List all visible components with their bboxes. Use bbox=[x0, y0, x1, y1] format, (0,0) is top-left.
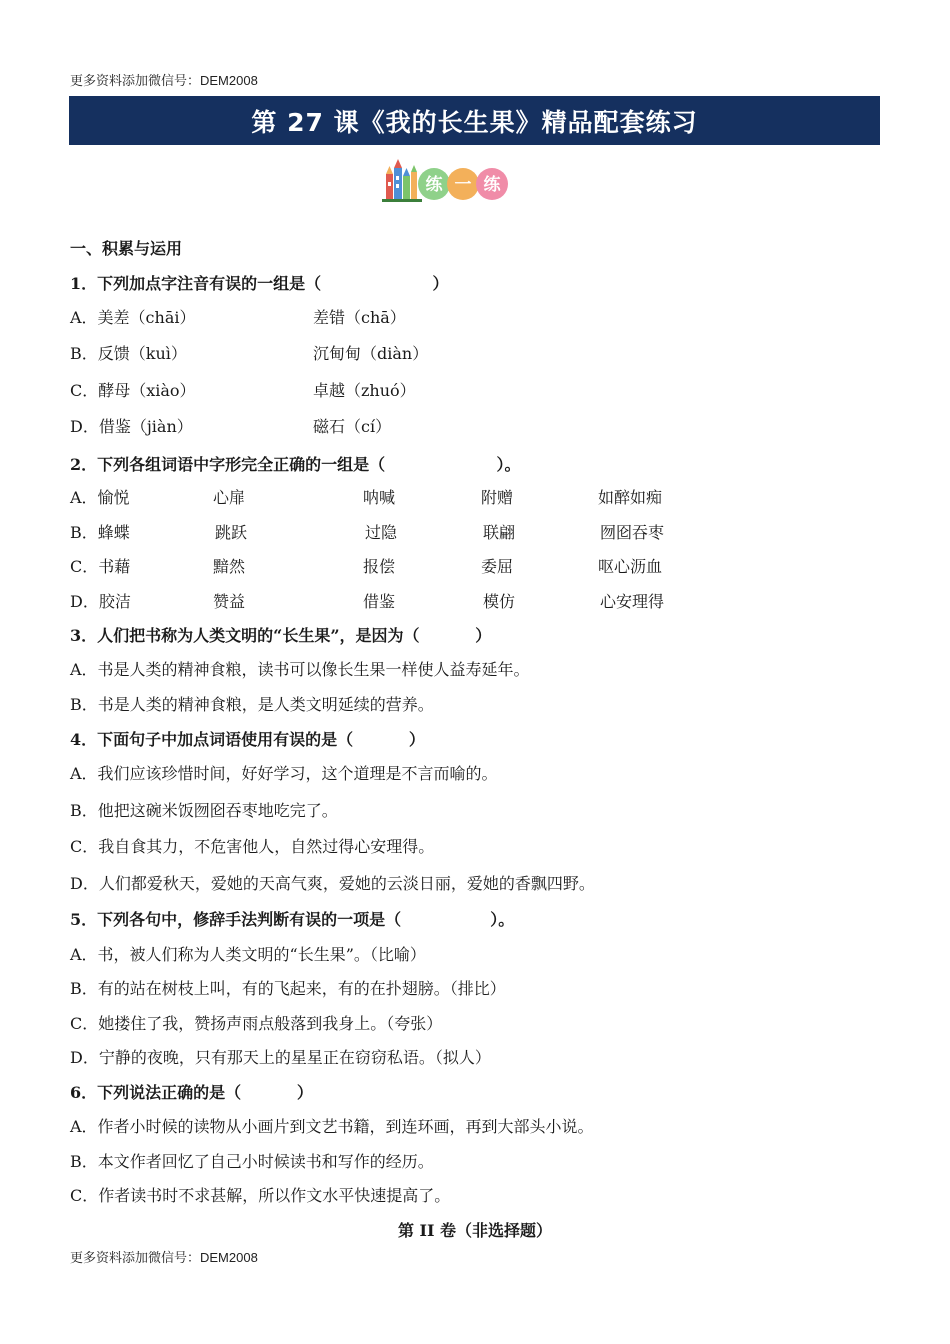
question-4-option-a: A．我们应该珍惜时间，好好学习，这个道理是不言而喻的。 bbox=[70, 764, 498, 783]
question-4-option-b: B．他把这碗米饭囫囵吞枣地吃完了。 bbox=[70, 801, 338, 820]
question-6-option-a: A．作者小时候的读物从小画片到文艺书籍，到连环画，再到大部头小说。 bbox=[70, 1117, 594, 1136]
question-3-option-b: B．书是人类的精神食粮，是人类文明延续的营养。 bbox=[70, 695, 434, 714]
question-1-option-b: B．反馈（kuì） 沉甸甸（diàn） bbox=[70, 344, 429, 363]
question-5-option-c: C．她搂住了我，赞扬声雨点般落到我身上。（夸张） bbox=[70, 1014, 443, 1033]
question-1-option-a: A．美差（chāi） 差错（chā） bbox=[70, 308, 406, 327]
question-4-stem: 4．下面句子中加点词语使用有误的是（ ） bbox=[70, 730, 425, 749]
question-5-option-d: D．宁静的夜晚，只有那天上的星星正在窃窃私语。（拟人） bbox=[70, 1048, 491, 1067]
question-5-option-a: A．书，被人们称为人类文明的“长生果”。（比喻） bbox=[70, 945, 426, 964]
question-2-stem: 2．下列各组词语中字形完全正确的一组是（ ）。 bbox=[70, 455, 521, 474]
question-6-option-b: B．本文作者回忆了自己小时候读书和写作的经历。 bbox=[70, 1152, 434, 1171]
footer-note: 更多资料添加微信号：DEM2008 bbox=[70, 1250, 258, 1265]
practice-badge-icon bbox=[380, 156, 512, 204]
question-4-option-d: D．人们都爱秋天，爱她的天高气爽，爱她的云淡日丽，爱她的香飘四野。 bbox=[70, 874, 595, 893]
section-title: 一、积累与运用 bbox=[70, 239, 183, 258]
question-6-option-c: C．作者读书时不求甚解，所以作文水平快速提高了。 bbox=[70, 1186, 451, 1205]
question-1-option-d: D．借鉴（jiàn） 磁石（cí） bbox=[70, 417, 392, 436]
part-2-title: 第 II 卷（非选择题） bbox=[397, 1221, 553, 1240]
question-1-stem: 1．下列加点字注音有误的一组是（ ） bbox=[70, 274, 449, 293]
question-3-stem: 3．人们把书称为人类文明的“长生果”，是因为（ ） bbox=[70, 626, 492, 645]
question-6-stem: 6．下列说法正确的是（ ） bbox=[70, 1083, 313, 1102]
page-title: 第 27 课《我的长生果》精品配套练习 bbox=[251, 107, 698, 137]
question-5-option-b: B．有的站在树枝上叫，有的飞起来，有的在扑翅膀。（排比） bbox=[70, 979, 506, 998]
question-2-option-b: B．蜂蝶 跳跃 过隐 联翩 囫囵吞枣 bbox=[70, 523, 665, 542]
question-2-option-a: A．愉悦 心扉 呐喊 附赠 如醉如痴 bbox=[70, 488, 663, 507]
question-2-option-c: C．书藉 黯然 报偿 委屈 呕心沥血 bbox=[70, 557, 663, 576]
svg-text:练: 练 bbox=[483, 175, 501, 195]
question-5-stem: 5．下列各句中，修辞手法判断有误的一项是（ ）。 bbox=[70, 910, 515, 929]
question-1-option-c: C．酵母（xiào） 卓越（zhuó） bbox=[70, 381, 416, 400]
svg-text:练: 练 bbox=[425, 175, 443, 195]
question-3-option-a: A．书是人类的精神食粮，读书可以像长生果一样使人益寿延年。 bbox=[70, 660, 530, 679]
header-note: 更多资料添加微信号：DEM2008 bbox=[70, 73, 258, 88]
question-2-option-d: D．胶洁 赞益 借鉴 模仿 心安理得 bbox=[70, 592, 665, 611]
question-4-option-c: C．我自食其力，不危害他人，自然过得心安理得。 bbox=[70, 837, 435, 856]
title-bar bbox=[69, 96, 880, 145]
svg-text:一: 一 bbox=[454, 175, 472, 195]
